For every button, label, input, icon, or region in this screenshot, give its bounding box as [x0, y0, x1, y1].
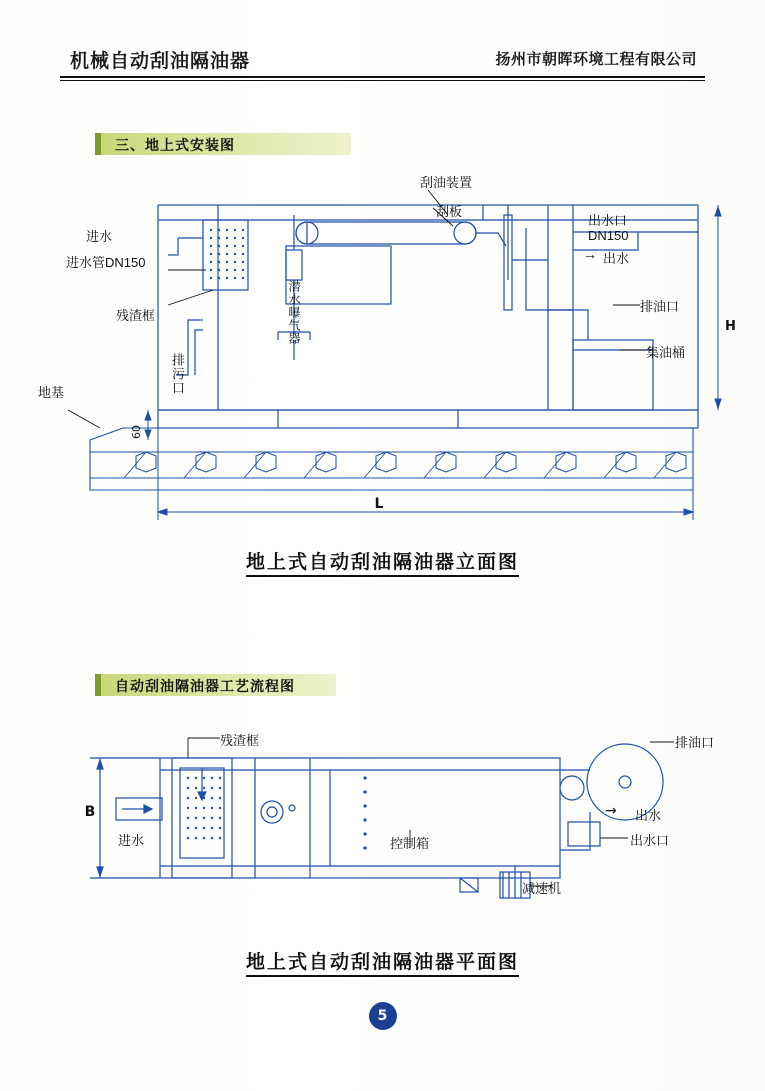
figure-plan-caption: 地上式自动刮油隔油器平面图 [0, 947, 765, 974]
label-oil-discharge: 排油口 [640, 299, 680, 314]
outlet-arrow-icon: → [583, 246, 597, 262]
header-rule [60, 76, 705, 78]
label-outlet-port-plan: 出水口 [630, 833, 670, 848]
company-name: 扬州市朝晖环境工程有限公司 [495, 50, 697, 68]
figure-elevation-caption: 地上式自动刮油隔油器立面图 [0, 547, 765, 574]
label-scraper-blade: 刮板 [436, 204, 463, 219]
label-residue-basket-plan: 残渣框 [220, 733, 260, 748]
label-inlet-plan: 进水 [118, 833, 145, 848]
figure-plan-drawing [60, 700, 720, 930]
label-outlet-dn: DN150 [588, 228, 629, 243]
label-control-box: 控制箱 [390, 836, 430, 851]
label-submersible-aerator: 潜水曝气器 [287, 280, 301, 345]
label-inlet-pipe: 进水管DN150 [66, 255, 146, 270]
label-reducer: 减速机 [522, 881, 562, 896]
label-outlet-flow-plan: 出水 [635, 808, 662, 823]
dimension-L: L [374, 496, 384, 512]
label-foundation: 地基 [38, 385, 65, 400]
dimension-60: 60 [130, 425, 143, 439]
section-heading-flow [95, 674, 336, 696]
figure-elevation-drawing [28, 160, 738, 560]
section-heading-flow-label: 自动刮油隔油器工艺流程图 [115, 679, 295, 695]
label-outlet-port: 出水口 [588, 213, 628, 228]
label-drain-port: 排污口 [170, 353, 185, 395]
label-residue-basket: 残渣框 [116, 308, 156, 323]
page-title: 机械自动刮油隔油器 [70, 50, 251, 72]
label-oil-collect-barrel: 集油桶 [646, 345, 686, 360]
header-rule-secondary [60, 80, 705, 81]
label-outlet-flow: 出水 [603, 251, 630, 266]
dimension-B: B [84, 804, 96, 820]
page-number-badge: 5 [369, 1002, 397, 1030]
outlet-arrow-icon-plan: → [605, 803, 617, 819]
label-scraper-device: 刮油装置 [420, 175, 473, 190]
label-inlet: 进水 [86, 229, 113, 244]
page-header [60, 46, 705, 82]
section-heading-elevation-label: 三、地上式安装图 [115, 138, 235, 154]
section-heading-elevation [95, 133, 351, 155]
label-oil-discharge-plan: 排油口 [675, 735, 715, 750]
dimension-H: H [725, 319, 736, 334]
